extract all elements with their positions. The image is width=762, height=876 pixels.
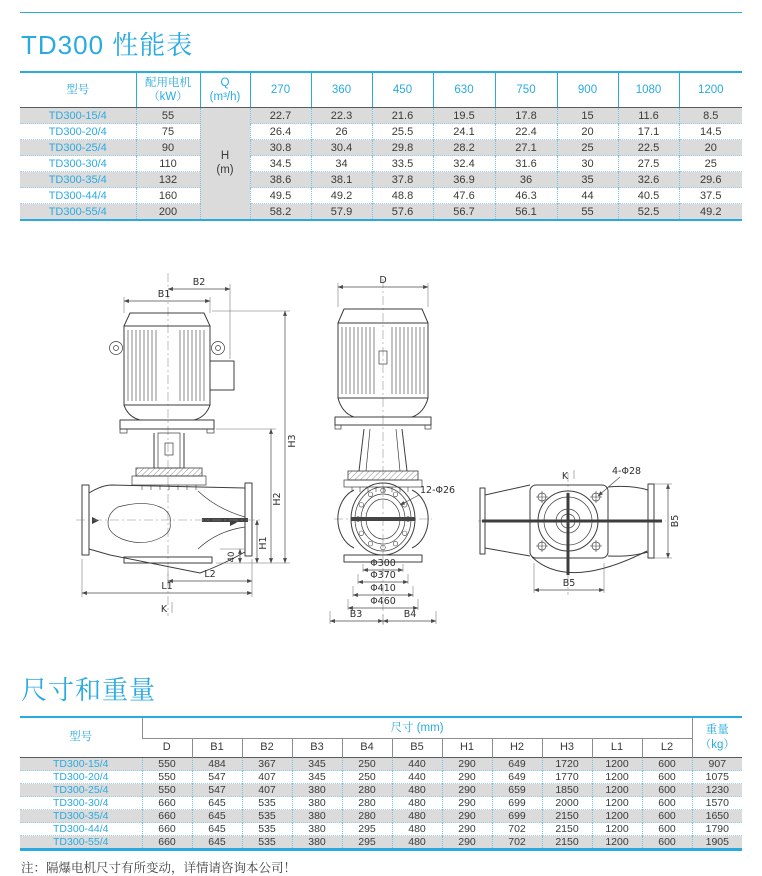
dimension-value-cell: 290	[442, 784, 492, 797]
dimension-value-cell: 547	[192, 784, 242, 797]
side-view-drawing	[320, 271, 490, 628]
dimensions-table	[20, 716, 742, 851]
head-value-cell: 28.2	[433, 140, 495, 156]
weight-header-unit: （kg）	[699, 738, 735, 751]
dimension-value-cell: 2150	[542, 810, 592, 823]
head-value-cell: 57.9	[311, 204, 372, 221]
callout-4-holes: 4-Φ28	[612, 466, 642, 477]
weight-cell: 1570	[692, 797, 742, 810]
head-value-cell: 37.8	[372, 172, 433, 188]
dimension-value-cell: 1200	[592, 836, 642, 850]
head-value-cell: 40.5	[618, 188, 679, 204]
dimension-value-cell: 380	[292, 836, 342, 850]
head-value-cell: 29.6	[679, 172, 742, 188]
head-value-cell: 34	[311, 156, 372, 172]
head-value-cell: 11.6	[618, 108, 679, 124]
dim-label-b3: B3	[349, 609, 363, 620]
dimension-value-cell: 440	[392, 771, 442, 784]
dimension-value-cell: 290	[442, 771, 492, 784]
model-column-header	[20, 72, 136, 108]
dimension-value-cell: 440	[392, 758, 442, 771]
motor-kw-cell: 132	[136, 172, 200, 188]
flow-value-header: 1080	[618, 72, 679, 108]
model-cell: TD300-30/4	[20, 156, 136, 172]
head-value-cell: 38.1	[311, 172, 372, 188]
head-value-cell: 32.4	[433, 156, 495, 172]
flow-column-header	[200, 72, 250, 108]
dimension-value-cell: 1200	[592, 810, 642, 823]
head-value-cell: 36	[495, 172, 557, 188]
dimension-value-cell: 660	[142, 836, 192, 850]
dimension-value-cell: 645	[192, 797, 242, 810]
dimension-value-cell: 535	[242, 797, 292, 810]
motor-kw-cell: 75	[136, 124, 200, 140]
dimension-value-cell: 600	[642, 823, 692, 836]
model-cell: TD300-20/4	[20, 771, 142, 784]
head-value-cell: 8.5	[679, 108, 742, 124]
dimension-value-cell: 280	[342, 784, 392, 797]
model-cell: TD300-25/4	[20, 784, 142, 797]
dimension-value-cell: 660	[142, 797, 192, 810]
dimension-value-cell: 645	[192, 823, 242, 836]
dimensions-table-row	[20, 784, 742, 797]
performance-table-row	[20, 140, 742, 156]
dimension-value-cell: 295	[342, 823, 392, 836]
dim-label-b5-vertical: B5	[670, 514, 681, 528]
head-value-cell: 26	[311, 124, 372, 140]
head-value-cell: 17.1	[618, 124, 679, 140]
callout-12-holes: 12-Φ26	[420, 485, 456, 496]
dimension-value-cell: 380	[292, 797, 342, 810]
head-value-cell: 20	[679, 140, 742, 156]
performance-table-row	[20, 108, 742, 124]
flow-value-header: 630	[433, 72, 495, 108]
model-cell: TD300-20/4	[20, 124, 136, 140]
dimensions-table-row	[20, 771, 742, 784]
weight-cell: 1075	[692, 771, 742, 784]
dimension-value-cell: 649	[492, 758, 542, 771]
head-value-cell: 56.7	[433, 204, 495, 221]
technical-drawings	[0, 221, 762, 670]
weight-cell: 1905	[692, 836, 742, 850]
dimension-value-cell: 280	[342, 810, 392, 823]
head-value-cell: 26.4	[250, 124, 311, 140]
dim-column-header: H2	[492, 739, 542, 758]
performance-table-row	[20, 156, 742, 172]
model-cell: TD300-35/4	[20, 810, 142, 823]
dimension-value-cell: 480	[392, 810, 442, 823]
dimension-value-cell: 649	[492, 771, 542, 784]
head-value-cell: 25	[557, 140, 618, 156]
head-value-cell: 49.2	[311, 188, 372, 204]
dimension-value-cell: 1200	[592, 758, 642, 771]
flow-value-header: 750	[495, 72, 557, 108]
dimension-value-cell: 480	[392, 797, 442, 810]
flow-value-header: 450	[372, 72, 433, 108]
dimension-value-cell: 380	[292, 823, 342, 836]
flow-value-header: 360	[311, 72, 372, 108]
motor-kw-cell: 160	[136, 188, 200, 204]
performance-table-row	[20, 204, 742, 221]
dimension-value-cell: 295	[342, 836, 392, 850]
dimension-value-cell: 250	[342, 771, 392, 784]
model-column-header: 型号	[69, 731, 93, 744]
weight-column-header	[692, 717, 742, 758]
head-value-cell: 55	[557, 204, 618, 221]
performance-table-body	[20, 108, 742, 221]
dimension-value-cell: 1770	[542, 771, 592, 784]
dimension-value-cell: 480	[392, 836, 442, 850]
dimension-value-cell: 550	[142, 771, 192, 784]
performance-table-row	[20, 172, 742, 188]
dimension-value-cell: 702	[492, 836, 542, 850]
dim-label-k: K	[160, 604, 168, 615]
dim-column-header: D	[162, 741, 171, 754]
head-value-cell: 20	[557, 124, 618, 140]
dim-column-header: B3	[292, 739, 342, 758]
top-view-drawing	[470, 443, 715, 601]
dimension-value-cell: 659	[492, 784, 542, 797]
dimensions-table-row	[20, 836, 742, 850]
dimension-value-cell: 480	[392, 823, 442, 836]
dim-label-d: D	[379, 275, 387, 286]
dimension-value-cell: 407	[242, 771, 292, 784]
dimension-value-cell: 280	[342, 797, 392, 810]
dimension-value-cell: 600	[642, 758, 692, 771]
performance-table-row	[20, 124, 742, 140]
dimension-value-cell: 1850	[542, 784, 592, 797]
dimension-value-cell: 600	[642, 810, 692, 823]
dim-column-header: H1	[442, 739, 492, 758]
motor-kw-cell: 90	[136, 140, 200, 156]
dimension-value-cell: 600	[642, 797, 692, 810]
dimension-value-cell: 367	[242, 758, 292, 771]
flow-value-header: 900	[557, 72, 618, 108]
dimension-value-cell: 660	[142, 823, 192, 836]
top-rule	[20, 12, 742, 13]
model-cell: TD300-44/4	[20, 188, 136, 204]
dim-label-h2: H2	[272, 492, 283, 506]
head-value-cell: 31.6	[495, 156, 557, 172]
performance-header-row	[20, 72, 742, 108]
dimension-value-cell: 290	[442, 836, 492, 850]
dim-label-40: 40	[227, 551, 237, 563]
dimension-value-cell: 480	[392, 784, 442, 797]
head-value-cell: 44	[557, 188, 618, 204]
dimension-value-cell: 2000	[542, 797, 592, 810]
dimension-value-cell: 645	[192, 836, 242, 850]
dim-label-b5-horizontal: B5	[562, 578, 576, 589]
head-value-cell: 22.5	[618, 140, 679, 156]
dimension-value-cell: 380	[292, 810, 342, 823]
flow-value-header: 270	[250, 72, 311, 108]
head-value-cell: 24.1	[433, 124, 495, 140]
dim-label-b4: B4	[403, 609, 417, 620]
dimensions-table-body	[20, 758, 742, 850]
dimension-value-cell: 380	[292, 784, 342, 797]
dimensions-table-row	[20, 797, 742, 810]
head-value-cell: 30	[557, 156, 618, 172]
motor-kw-cell: 110	[136, 156, 200, 172]
dimension-value-cell: 645	[192, 810, 242, 823]
dimension-value-cell: 1200	[592, 823, 642, 836]
dim-column-header: L1	[592, 739, 642, 758]
head-value-cell: 21.6	[372, 108, 433, 124]
head-value-cell: 34.5	[250, 156, 311, 172]
head-value-cell: 36.9	[433, 172, 495, 188]
head-value-cell: 29.8	[372, 140, 433, 156]
size-group-header: 尺寸 (mm)	[142, 717, 692, 739]
head-unit-merged-cell: H (m)	[200, 108, 250, 221]
dimension-value-cell: 2150	[542, 836, 592, 850]
model-cell: TD300-35/4	[20, 172, 136, 188]
dim-label-b2: B2	[192, 277, 206, 288]
head-value-cell: 35	[557, 172, 618, 188]
weight-cell: 1650	[692, 810, 742, 823]
dimension-value-cell: 250	[342, 758, 392, 771]
dim-label-h3: H3	[287, 434, 298, 448]
flow-header-label: Q	[220, 76, 230, 89]
dimension-value-cell: 290	[442, 810, 492, 823]
weight-header-label: 重量	[705, 724, 729, 737]
head-value-cell: 49.2	[679, 204, 742, 221]
head-value-cell: 14.5	[679, 124, 742, 140]
dim-column-header: H3	[542, 739, 592, 758]
dim-label-d410: Φ410	[370, 583, 396, 594]
dimension-value-cell: 290	[442, 823, 492, 836]
head-value-cell: 22.3	[311, 108, 372, 124]
dim-label-d460: Φ460	[370, 596, 396, 607]
dimension-value-cell: 600	[642, 836, 692, 850]
dim-label-l2: L2	[204, 569, 216, 580]
dimension-value-cell: 535	[242, 810, 292, 823]
head-value-cell: 27.5	[618, 156, 679, 172]
dim-label-b1: B1	[157, 289, 171, 300]
dimensions-table-row	[20, 810, 742, 823]
dim-label-d370: Φ370	[370, 570, 396, 581]
head-value-cell: 27.1	[495, 140, 557, 156]
flow-header-unit: (m³/h)	[209, 91, 241, 103]
dimension-value-cell: 550	[142, 784, 192, 797]
dimension-value-cell: 535	[242, 823, 292, 836]
model-cell: TD300-30/4	[20, 797, 142, 810]
dimension-value-cell: 660	[142, 810, 192, 823]
weight-cell: 1790	[692, 823, 742, 836]
side-view-dimensions	[330, 275, 455, 624]
head-value-cell: 37.5	[679, 188, 742, 204]
dimension-value-cell: 407	[242, 784, 292, 797]
dim-column-header: B2	[242, 739, 292, 758]
head-value-cell: 33.5	[372, 156, 433, 172]
dimensions-section-title: 尺寸和重量	[21, 675, 157, 705]
dimension-value-cell: 290	[442, 758, 492, 771]
dimension-value-cell: 1200	[592, 797, 642, 810]
head-value-cell: 25.5	[372, 124, 433, 140]
dimension-value-cell: 345	[292, 771, 342, 784]
dimension-value-cell: 699	[492, 797, 542, 810]
motor-kw-cell: 55	[136, 108, 200, 124]
head-value-cell: 46.3	[495, 188, 557, 204]
dimension-value-cell: 600	[642, 771, 692, 784]
dim-label-l1: L1	[161, 581, 173, 592]
weight-cell: 1230	[692, 784, 742, 797]
dimension-value-cell: 600	[642, 784, 692, 797]
head-value-cell: 30.8	[250, 140, 311, 156]
head-value-cell: 38.6	[250, 172, 311, 188]
flow-value-header: 1200	[679, 72, 742, 108]
weight-cell: 907	[692, 758, 742, 771]
model-cell: TD300-15/4	[20, 108, 136, 124]
head-value-cell: 57.6	[372, 204, 433, 221]
model-cell: TD300-25/4	[20, 140, 136, 156]
head-value-cell: 17.8	[495, 108, 557, 124]
dim-label-k: K	[561, 471, 569, 482]
datasheet-page	[0, 12, 762, 875]
model-cell: TD300-44/4	[20, 823, 142, 836]
dim-label-d300: Φ300	[370, 558, 396, 569]
head-value-cell: 58.2	[250, 204, 311, 221]
dimension-value-cell: 535	[242, 836, 292, 850]
head-value-cell: 30.4	[311, 140, 372, 156]
dim-column-header: B1	[192, 739, 242, 758]
dimension-value-cell: 2150	[542, 823, 592, 836]
head-value-cell: 52.5	[618, 204, 679, 221]
head-value-cell: 15	[557, 108, 618, 124]
dim-column-header: B4	[342, 739, 392, 758]
dimension-value-cell: 550	[142, 758, 192, 771]
top-view-geometry	[478, 473, 666, 595]
dimensions-group-header-row	[20, 717, 742, 739]
performance-section-title: TD300 性能表	[21, 30, 194, 60]
dimension-value-cell: 1200	[592, 771, 642, 784]
head-value-cell: 49.5	[250, 188, 311, 204]
performance-table-row	[20, 188, 742, 204]
model-header-label: 型号	[66, 83, 90, 96]
motor-column-header	[136, 72, 200, 108]
dimension-value-cell: 345	[292, 758, 342, 771]
dimensions-table-row	[20, 823, 742, 836]
model-cell: TD300-55/4	[20, 836, 142, 850]
dimension-value-cell: 702	[492, 823, 542, 836]
model-cell: TD300-55/4	[20, 204, 136, 221]
head-value-cell: 56.1	[495, 204, 557, 221]
front-view-drawing	[52, 271, 307, 620]
dimension-value-cell: 547	[192, 771, 242, 784]
dimension-value-cell: 290	[442, 797, 492, 810]
head-value-cell: 47.6	[433, 188, 495, 204]
head-value-cell: 32.6	[618, 172, 679, 188]
dimension-value-cell: 484	[192, 758, 242, 771]
motor-header-label: 配用电机	[145, 76, 191, 89]
front-view-geometry	[76, 273, 260, 616]
head-value-cell: 19.5	[433, 108, 495, 124]
head-value-cell: 25	[679, 156, 742, 172]
head-value-cell: 22.4	[495, 124, 557, 140]
head-value-cell: 48.8	[372, 188, 433, 204]
dimension-value-cell: 699	[492, 810, 542, 823]
dimension-value-cell: 1200	[592, 784, 642, 797]
head-value-cell: 22.7	[250, 108, 311, 124]
dimension-value-cell: 1720	[542, 758, 592, 771]
dim-column-header: L2	[642, 739, 692, 758]
performance-table	[20, 71, 742, 221]
motor-header-unit: （kW）	[148, 91, 188, 103]
dimensions-table-row	[20, 758, 742, 771]
model-cell: TD300-15/4	[20, 758, 142, 771]
front-view-dimensions	[82, 277, 298, 615]
motor-kw-cell: 200	[136, 204, 200, 221]
dim-column-header: B5	[392, 739, 442, 758]
footnote: 注：隔爆电机尺寸有所变动，详情请咨询本公司！	[21, 861, 297, 875]
dim-label-h1: H1	[258, 536, 269, 550]
